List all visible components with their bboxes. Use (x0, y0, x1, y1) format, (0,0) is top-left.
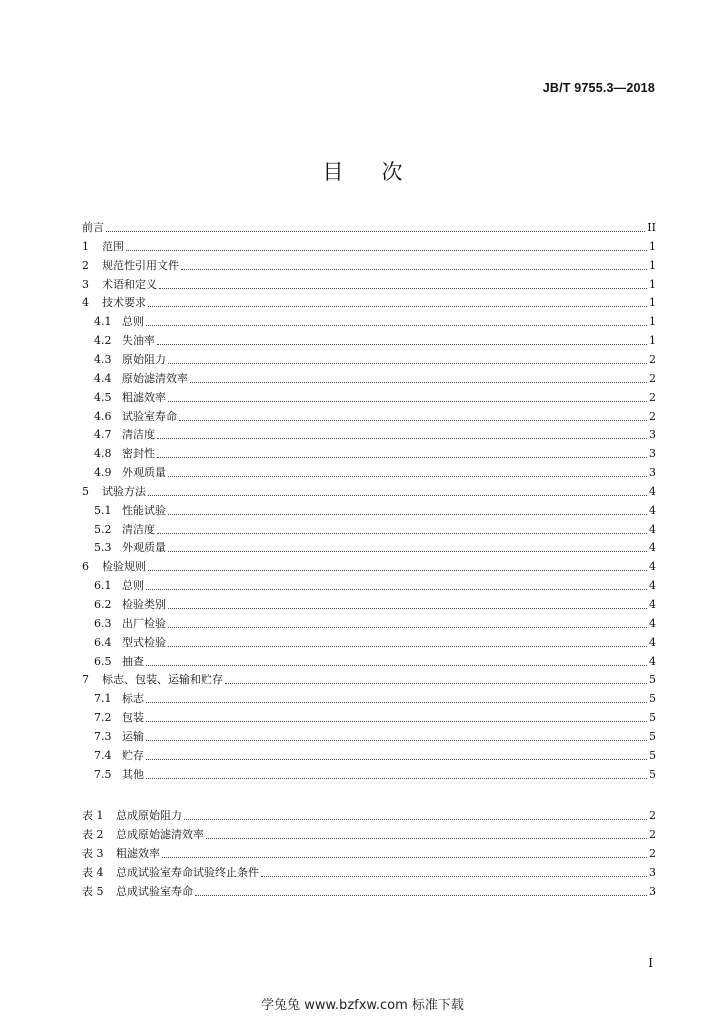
toc-entry[interactable] (82, 217, 656, 235)
page-number: I (648, 956, 653, 970)
toc-entry-page: 2 (649, 352, 656, 366)
toc-entry-number: 5 (82, 484, 89, 498)
toc-entry[interactable] (82, 255, 656, 273)
dot-leader (168, 362, 647, 364)
toc-entry[interactable] (94, 462, 656, 480)
toc-entry-page: 2 (649, 809, 656, 822)
toc-entry-label: 其他 (122, 767, 144, 781)
toc-entry-number: 4.8 (94, 447, 112, 461)
toc-entry-label: 范围 (102, 239, 124, 253)
toc-entry-number: 7.4 (94, 748, 112, 762)
toc-entry[interactable] (94, 651, 656, 669)
dot-leader (168, 400, 647, 402)
toc-entry-number: 6 (82, 560, 89, 574)
toc-entry-number: 4 (82, 296, 89, 310)
toc-entry[interactable] (94, 424, 656, 442)
toc-entry-page: 3 (649, 884, 656, 898)
toc-entry-label: 出厂检验 (122, 616, 166, 630)
toc-entry-page: 1 (649, 239, 656, 253)
toc-entry-number: 4.5 (94, 390, 112, 404)
toc-entry-number: 表 5 (82, 884, 104, 898)
toc-entry[interactable] (94, 613, 656, 631)
dot-leader (159, 287, 647, 289)
toc-entry[interactable] (94, 500, 656, 518)
toc-entry-number: 6.4 (94, 635, 112, 649)
toc-entry-number: 4.9 (94, 466, 112, 480)
toc-entry-label: 术语和定义 (102, 277, 157, 291)
toc-entry-page: 3 (649, 466, 656, 480)
dot-leader (146, 758, 647, 760)
toc-entry-label: 总则 (122, 315, 144, 329)
toc-entry[interactable] (82, 843, 656, 861)
toc-entry-number: 6.3 (94, 616, 112, 630)
dot-leader (146, 588, 647, 590)
toc-entry-label: 粗滤效率 (116, 846, 160, 860)
dot-leader (148, 569, 647, 571)
toc-entry-label: 外观质量 (122, 541, 166, 555)
toc-entry[interactable] (94, 594, 656, 612)
toc-entry[interactable] (94, 745, 656, 763)
toc-entry-page: 2 (649, 371, 656, 385)
toc-entry-page: 2 (649, 390, 656, 404)
page-title (0, 156, 725, 186)
toc-entry-page: 1 (649, 334, 656, 348)
dot-leader (157, 437, 647, 439)
footer-watermark: 学兔兔 www.bzfxw.com 标准下载 (261, 998, 464, 1013)
dot-leader (162, 856, 647, 858)
toc-entry-page: 3 (649, 447, 656, 461)
toc-entry-number: 表 1 (82, 809, 104, 822)
toc-entry-label: 总成原始阻力 (116, 809, 182, 822)
toc-entry-number: 4.1 (94, 315, 112, 329)
toc-entry-label: 运输 (122, 729, 144, 743)
toc-entry[interactable] (94, 707, 656, 725)
toc-entry[interactable] (94, 519, 656, 537)
toc-entry-page: 5 (649, 711, 656, 725)
toc-entry-number: 表 3 (82, 846, 104, 860)
toc-entry[interactable] (94, 406, 656, 424)
toc-entry-number: 6.5 (94, 654, 112, 668)
toc-entry[interactable] (82, 805, 656, 823)
toc-entry-page: 5 (649, 729, 656, 743)
dot-leader (168, 475, 647, 477)
toc-entry-label: 失油率 (122, 334, 155, 348)
toc-entry[interactable] (94, 575, 656, 593)
standard-number: JB/T 9755.3—2018 (542, 81, 655, 95)
toc-entry-label: 试验室寿命 (122, 409, 177, 423)
toc-entry[interactable] (94, 443, 656, 461)
dot-leader (146, 739, 647, 741)
toc-entry-number: 6.2 (94, 598, 112, 611)
toc-entry-number: 5.1 (94, 503, 112, 517)
toc-entry-number: 7.2 (94, 711, 112, 725)
toc-entry-label: 贮存 (122, 748, 144, 762)
toc-entry[interactable] (82, 824, 656, 842)
toc-entry-label: 总成原始滤清效率 (116, 827, 204, 841)
toc-entry-page: 5 (649, 748, 656, 762)
toc-entry-label: 检验规则 (102, 560, 146, 574)
toc-entry-label: 总成试验室寿命 (116, 884, 193, 898)
toc-entry-label: 标志、包装、运输和贮存 (102, 673, 223, 687)
toc-entry-page: II (647, 221, 656, 234)
dot-leader (168, 645, 647, 647)
toc-entry-number: 7 (82, 673, 89, 687)
toc-entry-page: 4 (649, 503, 656, 517)
dot-leader (168, 513, 647, 515)
toc-entry-page: 5 (649, 692, 656, 706)
toc-entry[interactable] (94, 368, 656, 386)
dot-leader (148, 305, 647, 307)
dot-leader (206, 837, 647, 839)
toc-entry[interactable] (82, 556, 656, 574)
dot-leader (225, 682, 647, 684)
toc-entry-label: 密封性 (122, 447, 155, 461)
dot-leader (168, 607, 647, 609)
toc-entry-page: 4 (649, 484, 656, 498)
toc-entry-page: 1 (649, 258, 656, 272)
toc-entry[interactable] (94, 330, 656, 348)
toc-entry-page: 4 (649, 598, 656, 611)
toc-entry-number: 1 (82, 239, 89, 253)
dot-leader (184, 818, 647, 820)
toc-entry-label: 包装 (122, 711, 144, 725)
toc-entry-page: 4 (649, 635, 656, 649)
toc-entry[interactable] (82, 274, 656, 292)
toc-entry-number: 6.1 (94, 579, 112, 593)
dot-leader (146, 777, 647, 779)
toc-entry-page: 4 (649, 654, 656, 668)
toc-entry-label: 粗滤效率 (122, 390, 166, 404)
dot-leader (148, 494, 647, 496)
toc-entry-number: 3 (82, 277, 89, 291)
dot-leader (179, 419, 647, 421)
dot-leader (157, 456, 647, 458)
toc-entry-label: 原始滤清效率 (122, 371, 188, 385)
toc-entry-label: 技术要求 (102, 296, 146, 310)
dot-leader (157, 343, 647, 345)
dot-leader (181, 268, 647, 270)
toc-entry-label: 前言 (82, 221, 104, 234)
dot-leader (261, 875, 647, 877)
toc-entry-page: 4 (649, 579, 656, 593)
toc-entry[interactable] (94, 537, 656, 555)
toc-entry[interactable] (94, 632, 656, 650)
toc-entry-label: 总则 (122, 579, 144, 593)
toc-entry-page: 2 (649, 409, 656, 423)
toc-entry-number: 5.2 (94, 522, 112, 536)
toc-entry[interactable] (82, 236, 656, 254)
toc-entry-number: 表 4 (82, 865, 104, 879)
toc-entry[interactable] (82, 481, 656, 499)
toc-entry-page: 4 (649, 541, 656, 555)
toc-entry-page: 4 (649, 616, 656, 630)
toc-entry-label: 外观质量 (122, 466, 166, 480)
toc-entry-page: 3 (649, 865, 656, 879)
toc-entry-page: 2 (649, 846, 656, 860)
toc-entry-label: 试验方法 (102, 484, 146, 498)
dot-leader (195, 894, 647, 896)
toc-entry-label: 检验类别 (122, 598, 166, 611)
toc-entry-number: 7.3 (94, 729, 112, 743)
toc-entry[interactable] (94, 349, 656, 367)
toc-entry-label: 型式检验 (122, 635, 166, 649)
dot-leader (126, 249, 647, 251)
toc-entry-page: 1 (649, 315, 656, 329)
toc-entry-number: 4.6 (94, 409, 112, 423)
toc-entry-number: 5.3 (94, 541, 112, 555)
dot-leader (190, 381, 647, 383)
toc-entry[interactable] (82, 669, 656, 687)
toc-entry-page: 1 (649, 277, 656, 291)
title-char-1: 目 (322, 160, 344, 184)
toc-entry-number: 4.3 (94, 352, 112, 366)
dot-leader (146, 324, 647, 326)
toc-entry-label: 清洁度 (122, 428, 155, 442)
toc-entry[interactable] (82, 862, 656, 880)
toc-entry[interactable] (94, 387, 656, 405)
toc-entry-label: 清洁度 (122, 522, 155, 536)
dot-leader (146, 701, 647, 703)
title-char-2: 次 (381, 160, 403, 184)
toc-entry-label: 性能试验 (122, 503, 166, 517)
toc-entry-number: 4.7 (94, 428, 112, 442)
toc-entry-page: 3 (649, 428, 656, 442)
dot-leader (157, 532, 647, 534)
toc-entry-label: 抽查 (122, 654, 144, 668)
toc-entry-page: 5 (649, 767, 656, 781)
toc-entry-page: 4 (649, 522, 656, 536)
toc-entry-page: 4 (649, 560, 656, 574)
toc-entry-label: 原始阻力 (122, 352, 166, 366)
dot-leader (106, 230, 645, 232)
toc-entry-page: 2 (649, 827, 656, 841)
toc-entry-label: 规范性引用文件 (102, 258, 179, 272)
toc-entry[interactable] (94, 764, 656, 782)
dot-leader (146, 720, 647, 722)
toc-entry-page: 5 (649, 673, 656, 687)
toc-entry-page: 1 (649, 296, 656, 310)
toc-entry[interactable] (94, 726, 656, 744)
dot-leader (168, 550, 647, 552)
toc-entry-number: 2 (82, 258, 89, 272)
toc-entry-number: 7.5 (94, 767, 112, 781)
toc-entry[interactable] (94, 688, 656, 706)
toc-entry-number: 4.4 (94, 371, 112, 385)
toc-entry-number: 4.2 (94, 334, 112, 348)
toc-entry-number: 7.1 (94, 692, 112, 706)
toc-entry-label: 标志 (122, 692, 144, 706)
dot-leader (146, 664, 647, 666)
toc-entry-label: 总成试验室寿命试验终止条件 (116, 865, 259, 879)
toc-entry[interactable] (82, 292, 656, 310)
dot-leader (168, 626, 647, 628)
toc-entry[interactable] (82, 881, 656, 899)
toc-entry-number: 表 2 (82, 827, 104, 841)
toc-entry[interactable] (94, 311, 656, 329)
